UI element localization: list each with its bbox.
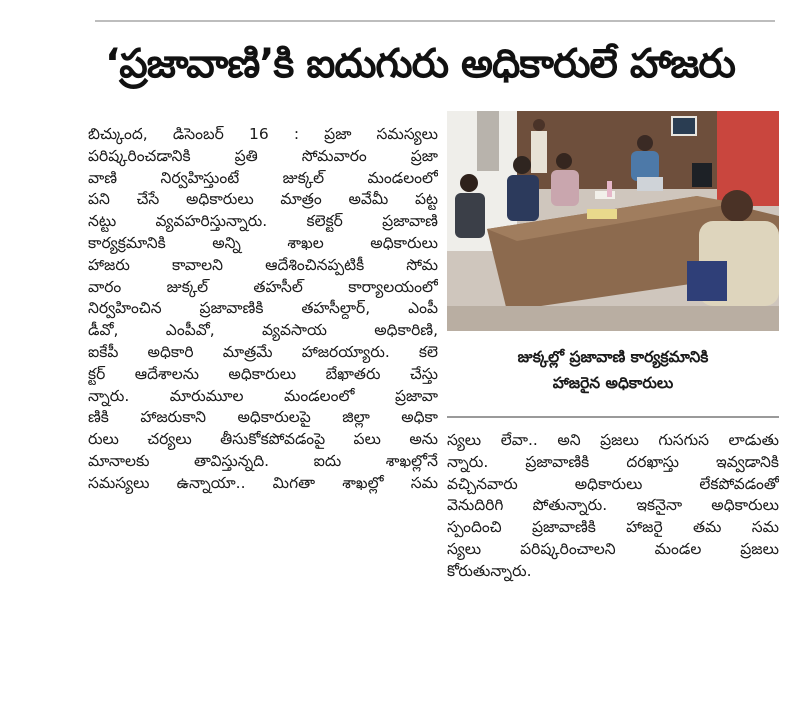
text-line: మానాలకు తావిస్తున్నది. ఐదు శాఖల్లోనే [88, 451, 438, 470]
news-photo [447, 111, 779, 331]
text-line: స్పందించి ప్రజావాణికి హాజరై తమ సమ [447, 518, 779, 537]
text-line: కోరుతున్నారు. [447, 561, 532, 580]
text-line: వారం జుక్కల్ తహసీల్ కార్యాలయంలో [88, 277, 438, 296]
text-line: కార్యక్రమానికి అన్ని శాఖల అధికారులు [88, 233, 438, 252]
text-line: బిచ్కుంద, డిసెంబర్ 16 : ప్రజా సమస్యలు [88, 125, 438, 143]
headline: ‘ప్రజావాణి’కి ఐదుగురు అధికారులే హాజరు [105, 41, 735, 87]
text-line: పని చేసే అధికారులు మాత్రం అవేమీ పట్ట [88, 190, 438, 209]
text-line: పరిష్కరించడానికి ప్రతి సోమవారం ప్రజా [88, 146, 438, 165]
text-line: హాజరు కావాలని ఆదేశించినప్పటికీ సోమ [88, 255, 438, 274]
text-line: స్యలు పరిష్కరించాలని మండల ప్రజలు [447, 539, 779, 558]
text-line: సమస్యలు ఉన్నాయా.. మిగతా శాఖల్లో సమ [88, 473, 438, 492]
text-line: న్నారు. ప్రజావాణికి దరఖాస్తు ఇవ్వడానికి [447, 452, 779, 471]
text-line: నట్టు వ్యవహరిస్తున్నారు. కలెక్టర్ ప్రజావాణి [88, 212, 438, 231]
text-line: ఐకేపీ అధికారి మాత్రమే హాజరయ్యారు. కలె [88, 342, 438, 361]
text-line: క్టర్ ఆదేశాలను అధికారులు బేఖాతరు చేస్తు [88, 364, 438, 383]
caption-line: హాజరైన అధికారులు [552, 374, 674, 392]
text-line: రులు చర్యలు తీసుకోకపోవడంపై పలు అను [88, 430, 438, 449]
text-line: నిర్వహించిన ప్రజావాణికి తహసీల్దార్, ఎంపీ [88, 299, 438, 318]
caption-divider [447, 416, 779, 418]
top-divider [95, 20, 775, 22]
text-line: వచ్చినవారు అధికారులు లేకపోవడంతో [447, 474, 779, 493]
text-line: న్నారు. మారుమూల మండలంలో ప్రజావా [88, 386, 438, 405]
text-line: వాణి నిర్వహిస్తుంటే జుక్కల్ మండలంలో [88, 168, 438, 187]
article-column-right [447, 430, 779, 583]
text-line: స్యలు లేవా.. అని ప్రజలు గుసగుస లాడుతు [447, 431, 779, 449]
photo-caption [447, 344, 779, 396]
text-line: ణికి హాజరుకాని అధికారులపై జిల్లా అధికా [88, 408, 438, 427]
article-column-left [88, 124, 438, 495]
text-line: డీవో, ఎంపీవో, వ్యవసాయ అధికారిణి, [88, 321, 438, 340]
text-line: వెనుదిరిగి పోతున్నారు. ఇకనైనా అధికారులు [447, 496, 779, 515]
caption-line: జుక్కల్లో ప్రజావాణి కార్యక్రమానికి [517, 348, 709, 366]
